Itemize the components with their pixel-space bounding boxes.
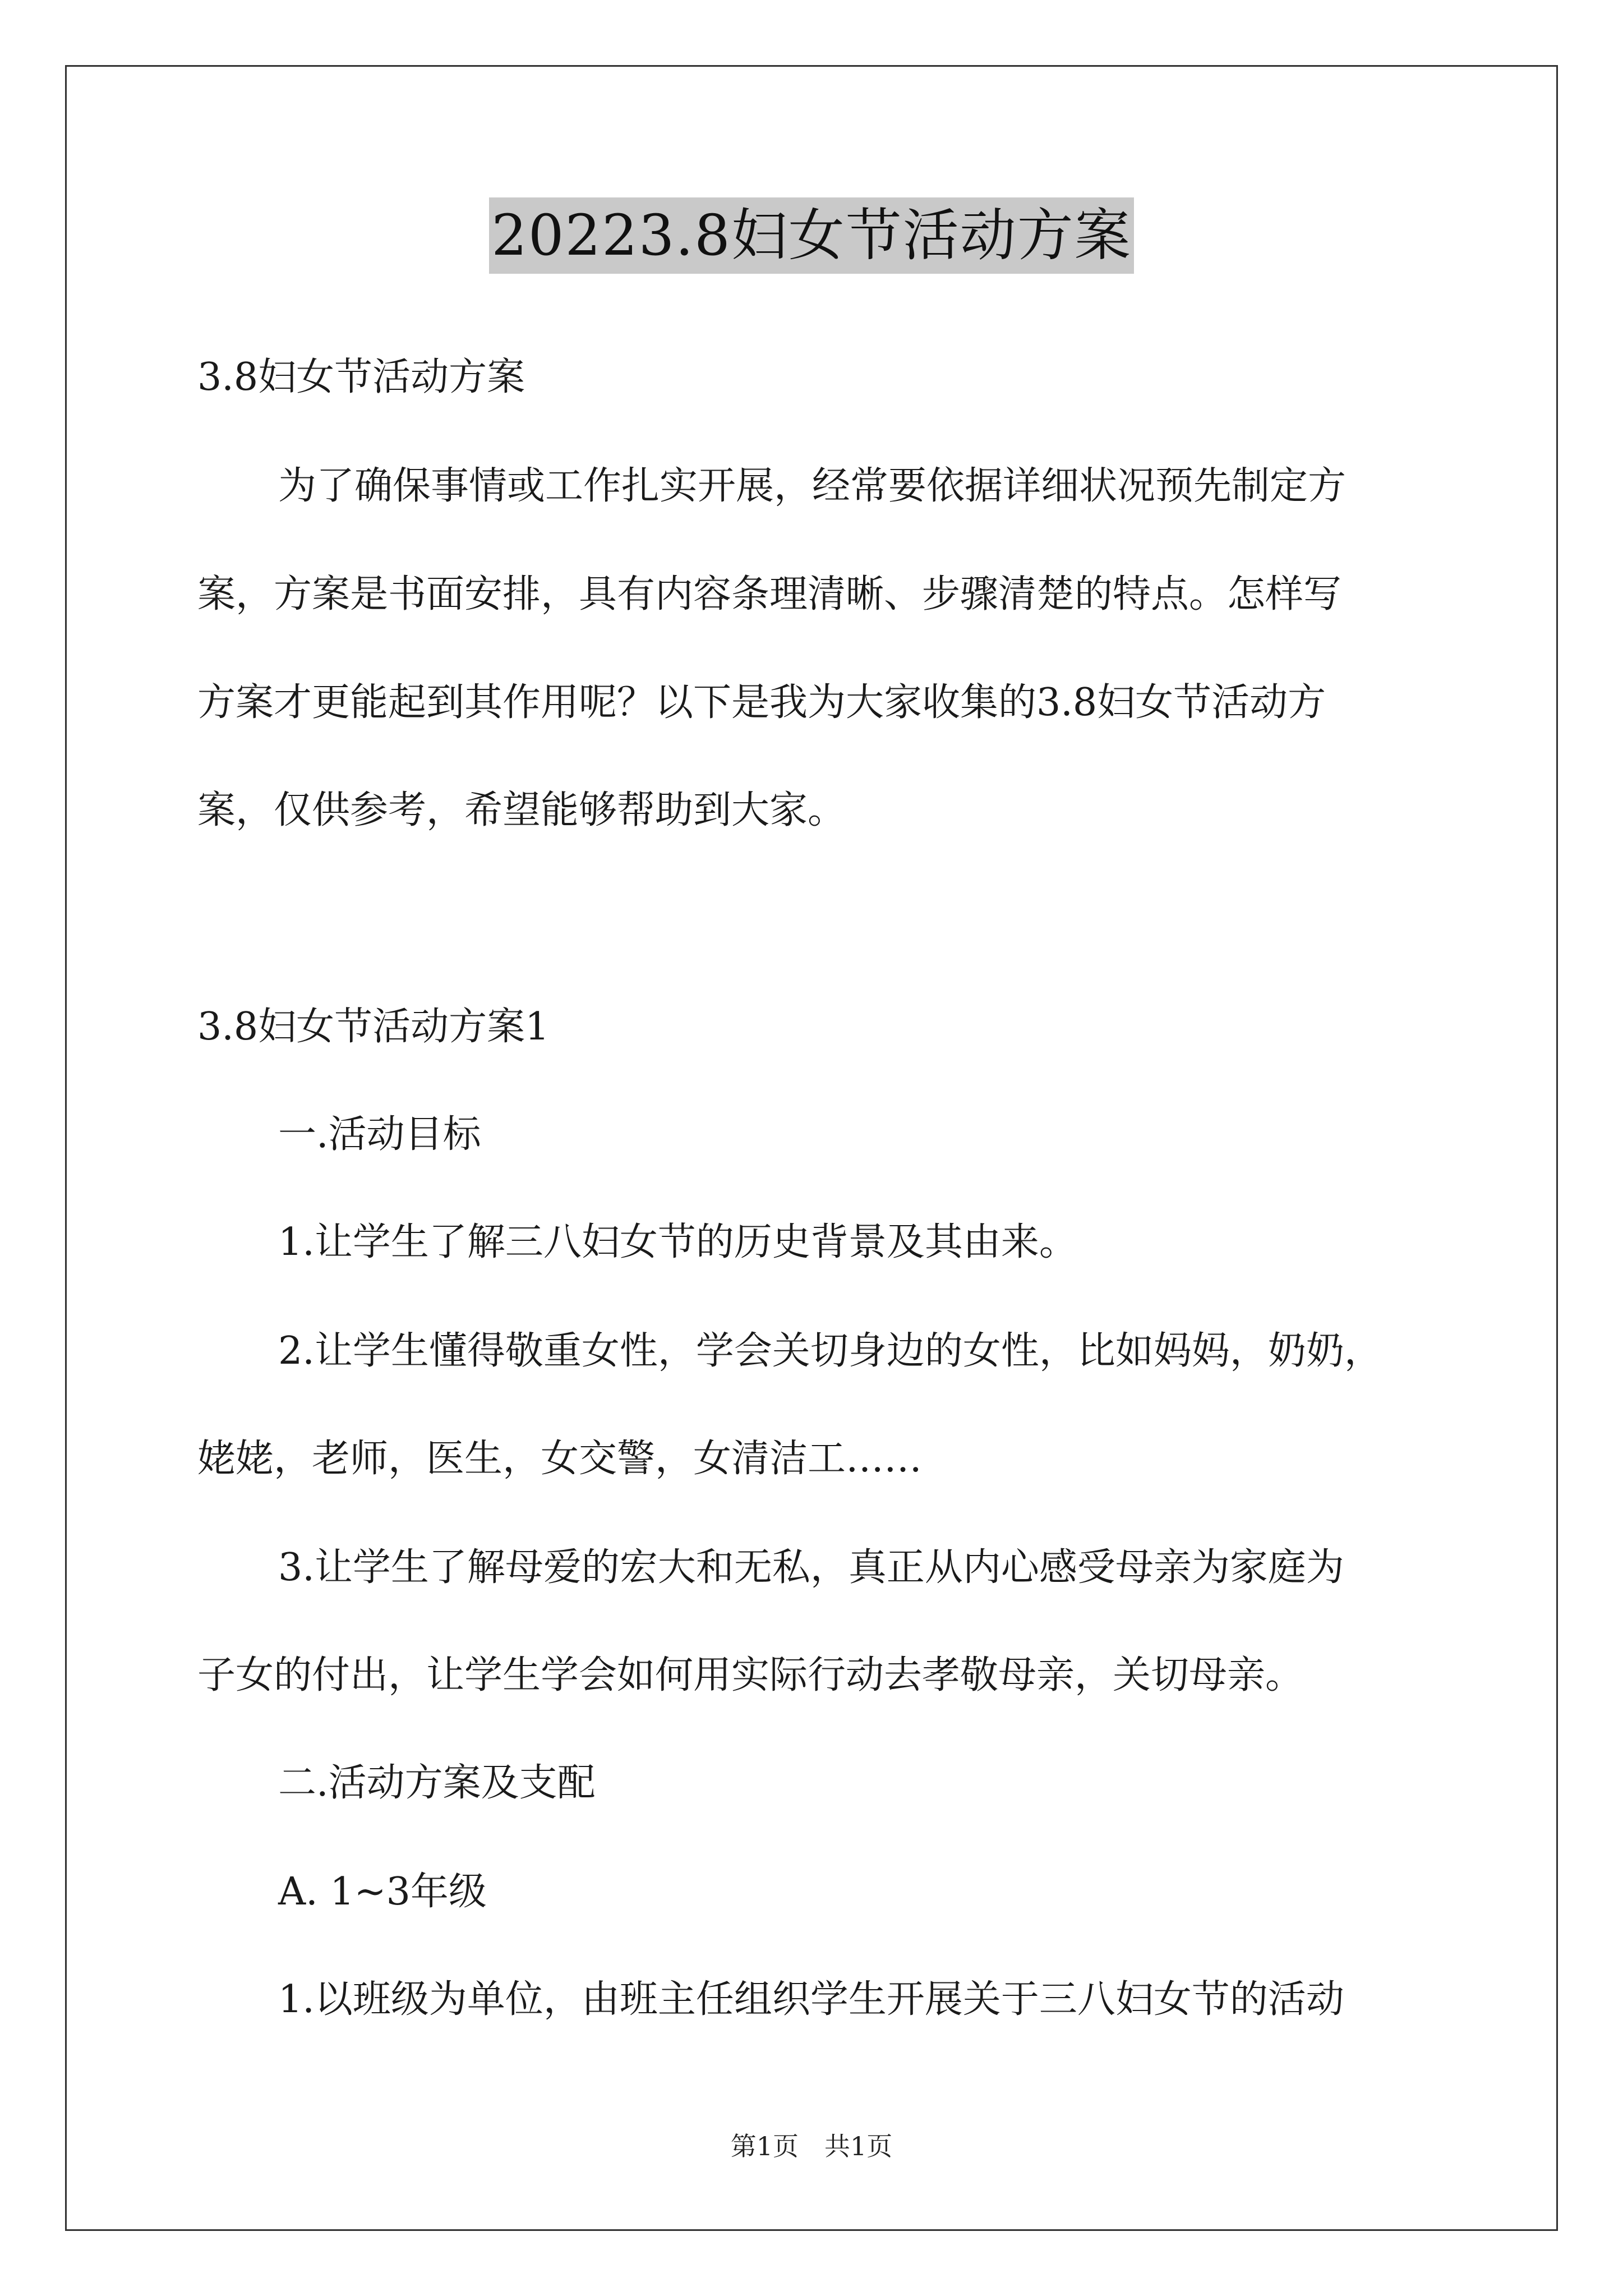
body-line: 子女的付出，让学生学会如何用实际行动去孝敬母亲，关切母亲。: [197, 1653, 1304, 1697]
intro-line: 案，仅供参考，希望能够帮助到大家。: [197, 788, 846, 832]
body-line: 姥姥，老师，医生，女交警，女清洁工……: [197, 1437, 923, 1481]
body-line: A. 1~3年级: [278, 1870, 487, 1914]
body-line: 1.让学生了解三八妇女节的历史背景及其由来。: [278, 1220, 1077, 1264]
section-heading: 3.8妇女节活动方案1: [197, 1005, 550, 1049]
body-line: 3.让学生了解母爱的宏大和无私，真正从内心感受母亲为家庭为: [278, 1545, 1344, 1590]
intro-line: 为了确保事情或工作扎实开展，经常要依据详细状况预先制定方: [278, 464, 1347, 508]
title-container: [0, 197, 1623, 274]
subtitle-line: 3.8妇女节活动方案: [197, 355, 525, 399]
intro-line: 方案才更能起到其作用呢？以下是我为大家收集的3.8妇女节活动方: [197, 680, 1326, 725]
subsection-heading: 二.活动方案及支配: [278, 1761, 596, 1805]
body-line: 1.以班级为单位，由班主任组织学生开展关于三八妇女节的活动: [278, 1977, 1344, 2022]
intro-line: 案，方案是书面安排，具有内容条理清晰、步骤清楚的特点。怎样写: [197, 572, 1342, 616]
body-line: 2.让学生懂得敬重女性，学会关切身边的女性，比如妈妈，奶奶，: [278, 1329, 1382, 1373]
subsection-heading: 一.活动目标: [278, 1112, 481, 1157]
document-title: 20223.8妇女节活动方案: [489, 197, 1134, 274]
page-footer: 第1页 共1页: [730, 2131, 893, 2161]
